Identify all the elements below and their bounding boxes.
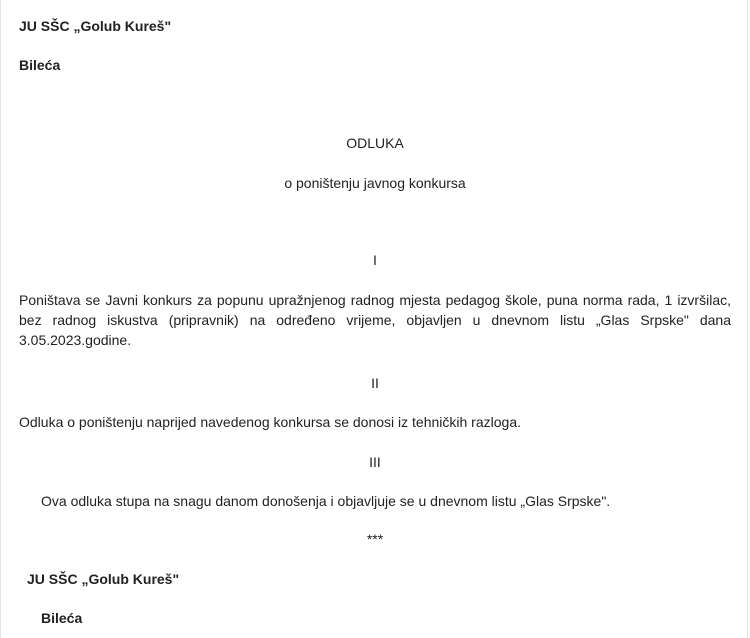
section-numeral-3: III (369, 454, 381, 470)
section-numeral-1: I (373, 252, 377, 268)
section-text-3: Ova odluka stupa na snagu danom donošenja i objavljuje se u dnevnom listu „Glas Srpske". (41, 493, 611, 509)
section-text-1: Poništava se Javni konkurs za popunu upražnjenog radnog mjesta pedagog škole, puna norma rada, 1 izvršilac, bez radnog iskustva (pripravnik) na određeno vrijeme, objavljen u dnevnom listu „Glas Srpske" dana 3.05.2023.godine. (19, 292, 731, 348)
decision-subtitle: o poništenju javnog konkursa (284, 175, 466, 191)
footer-institution: JU SŠC „Golub Kureš" (27, 571, 180, 587)
footer-city: Bileća (41, 610, 83, 626)
header-city: Bileća (19, 57, 61, 73)
separator: *** (366, 531, 384, 547)
section-numeral-2: II (371, 375, 379, 391)
decision-title: ODLUKA (346, 135, 404, 151)
header-institution: JU SŠC „Golub Kureš" (19, 18, 172, 34)
section-text-2: Odluka o poništenju naprijed navedenog konkursa se donosi iz tehničkih razloga. (19, 414, 521, 430)
